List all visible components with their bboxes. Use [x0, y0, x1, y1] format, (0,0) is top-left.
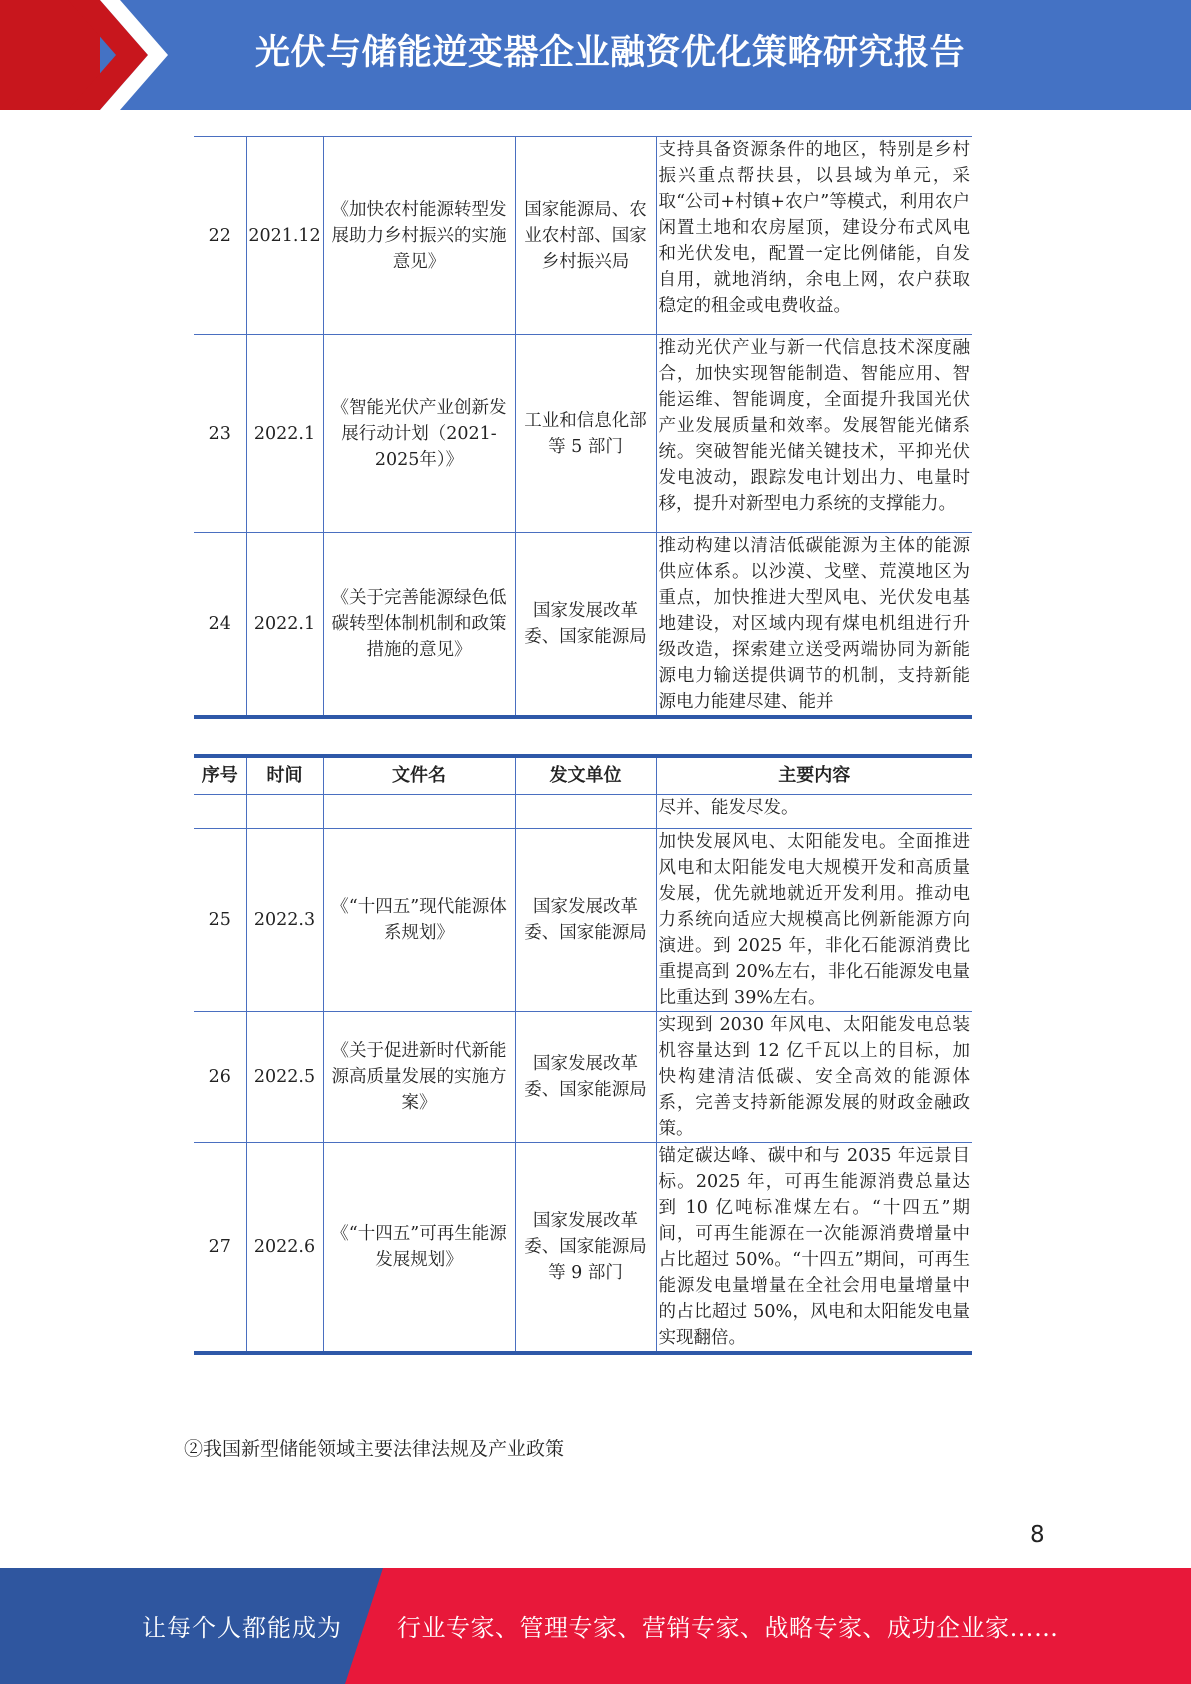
row-document-name: 《关于完善能源绿色低碳转型体制机制和政策措施的意见》 [323, 533, 515, 718]
row-document-name: 《“十四五”现代能源体系规划》 [323, 829, 515, 1012]
header-chevron-icon [68, 0, 218, 110]
column-header-time: 时间 [246, 756, 323, 795]
row-content: 加快发展风电、太阳能发电。全面推进风电和太阳能发电大规模开发和高质量发展，优先就地就近开发利用。推动电力系统向适应大规模高比例新能源方向演进。到 2025 年，非化石能源消费比重提高到 20%左右，非化石能源发电量比重达到 39%左右。 [656, 829, 972, 1012]
row-time: 2022.6 [246, 1143, 323, 1354]
policy-table-part-1 [194, 136, 972, 719]
page-number: 8 [1030, 1522, 1045, 1548]
table-row [194, 137, 972, 335]
row-issuer: 国家发展改革委、国家能源局 [515, 829, 656, 1012]
row-content: 推动光伏产业与新一代信息技术深度融合，加快实现智能制造、智能应用、智能运维、智能调度，全面提升我国光伏产业发展质量和效率。发展智能光储系统。突破智能光储关键技术，平抑光伏发电波动，跟踪发电计划出力、电量时移，提升对新型电力系统的支撑能力。 [656, 335, 972, 533]
row-issuer: 国家发展改革委、国家能源局 [515, 1012, 656, 1143]
row-content: 实现到 2030 年风电、太阳能发电总装机容量达到 12 亿千瓦以上的目标，加快构建清洁低碳、安全高效的能源体系，完善支持新能源发展的财政金融政策。 [656, 1012, 972, 1143]
row-issuer: 国家发展改革委、国家能源局等 9 部门 [515, 1143, 656, 1354]
row-content: 尽并、能发尽发。 [656, 795, 972, 829]
column-header-issuer: 发文单位 [515, 756, 656, 795]
table-row [194, 335, 972, 533]
row-document-name: 《智能光伏产业创新发展行动计划（2021-2025年）》 [323, 335, 515, 533]
column-header-content: 主要内容 [656, 756, 972, 795]
row-number: 22 [194, 137, 246, 335]
row-issuer [515, 795, 656, 829]
table-row [194, 1012, 972, 1143]
footer-slogan-right: 行业专家、管理专家、营销专家、战略专家、成功企业家…… [397, 1614, 1059, 1642]
page-header [0, 0, 1191, 110]
row-issuer: 国家能源局、农业农村部、国家乡村振兴局 [515, 137, 656, 335]
row-document-name: 《“十四五”可再生能源发展规划》 [323, 1143, 515, 1354]
column-header-number: 序号 [194, 756, 246, 795]
row-number: 26 [194, 1012, 246, 1143]
row-time: 2021.12 [246, 137, 323, 335]
row-document-name [323, 795, 515, 829]
row-time: 2022.3 [246, 829, 323, 1012]
page-footer [0, 1568, 1191, 1684]
policy-table-part-2 [194, 754, 972, 1355]
row-time [246, 795, 323, 829]
row-content: 锚定碳达峰、碳中和与 2035 年远景目标。2025 年，可再生能源消费总量达到 10 亿吨标准煤左右。“十四五”期间，可再生能源在一次能源消费增量中占比超过 50%。“十四五”期间，可再生能源发电量增量在全社会用电量增量中的占比超过 50%，风电和太阳能发电量实现翻倍。 [656, 1143, 972, 1354]
row-number: 24 [194, 533, 246, 718]
table-row [194, 829, 972, 1012]
column-header-document-name: 文件名 [323, 756, 515, 795]
section-note: ②我国新型储能领域主要法律法规及产业政策 [184, 1438, 565, 1460]
row-time: 2022.1 [246, 335, 323, 533]
row-number [194, 795, 246, 829]
page-title: 光伏与储能逆变器企业融资优化策略研究报告 [254, 33, 965, 73]
footer-slogan-left: 让每个人都能成为 [142, 1614, 342, 1642]
row-issuer: 工业和信息化部等 5 部门 [515, 335, 656, 533]
row-number: 23 [194, 335, 246, 533]
table-row [194, 795, 972, 829]
row-document-name: 《关于促进新时代新能源高质量发展的实施方案》 [323, 1012, 515, 1143]
footer-blue-slant [345, 1568, 383, 1684]
row-number: 25 [194, 829, 246, 1012]
row-number: 27 [194, 1143, 246, 1354]
row-content: 支持具备资源条件的地区，特别是乡村振兴重点帮扶县，以县域为单元，采取“公司+村镇+农户”等模式，利用农户闲置土地和农房屋顶，建设分布式风电和光伏发电，配置一定比例储能，自发自用，就地消纳，余电上网，农户获取稳定的租金或电费收益。 [656, 137, 972, 335]
row-issuer: 国家发展改革委、国家能源局 [515, 533, 656, 718]
table-row [194, 533, 972, 718]
table-row [194, 1143, 972, 1354]
row-time: 2022.5 [246, 1012, 323, 1143]
row-content: 推动构建以清洁低碳能源为主体的能源供应体系。以沙漠、戈壁、荒漠地区为重点，加快推进大型风电、光伏发电基地建设，对区域内现有煤电机组进行升级改造，探索建立送受两端协同为新能源电力输送提供调节的机制，支持新能源电力能建尽建、能并 [656, 533, 972, 718]
row-document-name: 《加快农村能源转型发展助力乡村振兴的实施意见》 [323, 137, 515, 335]
row-time: 2022.1 [246, 533, 323, 718]
table-header-row [194, 756, 972, 795]
